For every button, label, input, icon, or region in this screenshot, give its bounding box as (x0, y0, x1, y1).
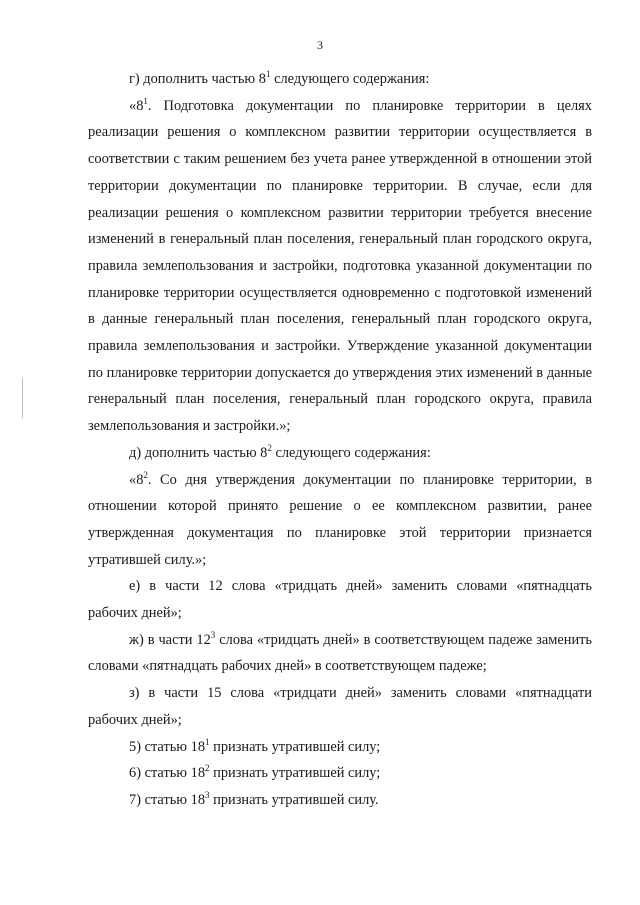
superscript: 3 (210, 629, 216, 640)
paragraph-e (88, 573, 592, 626)
paragraph-text: признать утратившей силу. (209, 791, 379, 808)
paragraph-text: 5) статью 18 (129, 738, 206, 755)
paragraph-text: з) в части 15 слова «тридцати дней» заменить словами «пятнадцати рабочих дней»; (88, 685, 592, 728)
paragraph-7 (88, 787, 592, 814)
paragraph-6 (88, 760, 592, 787)
paragraph-text: признать утратившей силу; (209, 765, 381, 782)
paragraph-8-1 (88, 93, 592, 440)
paragraph-text: следующего содержания: (270, 71, 430, 87)
paragraph-zh (88, 627, 592, 680)
superscript: 1 (265, 69, 271, 80)
superscript: 3 (205, 790, 210, 801)
paragraph-text: «8 (129, 471, 144, 488)
paragraph-text: г) дополнить частью 8 (129, 71, 266, 87)
superscript: 2 (205, 763, 210, 774)
scan-margin-mark (22, 378, 23, 418)
superscript: 2 (267, 443, 272, 454)
document-body (88, 66, 592, 814)
paragraph-z (88, 680, 592, 733)
superscript: 1 (205, 736, 210, 747)
paragraph-d (88, 440, 592, 467)
paragraph-text: признать утратившей силу; (209, 738, 381, 755)
paragraph-5 (88, 734, 592, 761)
superscript: 2 (143, 469, 148, 480)
paragraph-text: е) в части 12 слова «тридцать дней» заменить словами «пятнадцать рабочих дней»; (88, 578, 592, 622)
paragraph-text: 6) статью 18 (129, 765, 206, 782)
paragraph-text: следующего содержания: (271, 444, 431, 461)
paragraph-text: . Подготовка документации по планировке территории в целях реализации решения о комплексном развитии территории осуществляется в соответствии с таким решением без учета ранее утвержденной в отношении этой территории документации по планировке территории. В случае, если для реализации решения о комплексном развитии территории требуется внесение изменений в генеральный план поселения, генеральный план городского округа, правила землепользования и застройки, подготовка указанной документации по планировке территории осуществляется одновременно с подготовкой изменений в данные генеральный план поселения, генеральный план городского округа, правила землепользования и застройки. Утверждение указанной документации по планировке территории допускается до утверждения этих изменений в данные генеральный план поселения, генеральный план городского округа, правила землепользования и застройки.»; (88, 97, 592, 435)
paragraph-text: д) дополнить частью 8 (129, 444, 268, 461)
paragraph-text: слова «тридцать дней» в соответствующем падеже заменить словами «пятнадцать рабочих дней» в соответствующем падеже; (88, 631, 592, 675)
paragraph-8-2 (88, 467, 592, 574)
paragraph-g (88, 66, 592, 93)
paragraph-text: ж) в части 12 (129, 631, 211, 648)
paragraph-text: . Со дня утверждения документации по планировке территории, в отношении которой принято решение о ее комплексном развитии, ранее утвержденная документация по планировке этой территории признается утратившей силу.»; (88, 471, 592, 568)
superscript: 1 (143, 95, 148, 106)
paragraph-text: «8 (129, 97, 144, 114)
paragraph-text: 7) статью 18 (129, 791, 206, 808)
page-number: 3 (317, 38, 323, 52)
